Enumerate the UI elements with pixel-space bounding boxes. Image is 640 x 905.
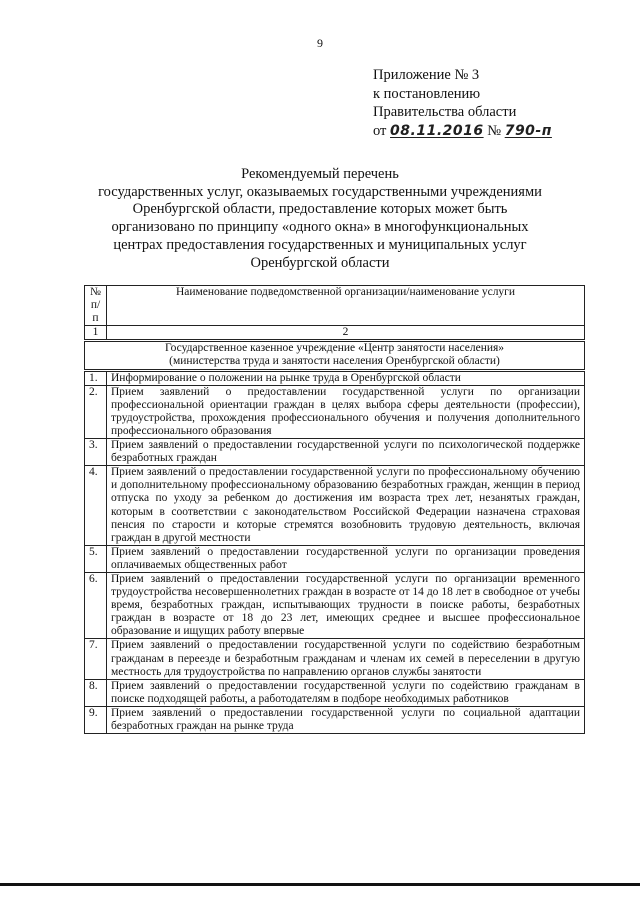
column-index-row — [85, 326, 585, 341]
title-line: центрах предоставления государственных и муниципальных услуг — [113, 236, 527, 253]
appendix-title: Приложение № 3 — [373, 67, 480, 83]
row-number: 9. — [85, 706, 107, 733]
table-row — [85, 679, 585, 706]
title-line: государственных услуг, оказываемых государственными учреждениями — [98, 183, 542, 200]
row-number: 3. — [85, 439, 107, 466]
table-row — [85, 639, 585, 679]
row-number: 2. — [85, 385, 107, 438]
service-name: Прием заявлений о предоставлении государственной услуги по содействию безработным гражданам в переезде и безработным гражданам и членам их семей в переселении в другую местность для трудоустройства по направлению органов службы занятости — [107, 639, 585, 679]
table-row — [85, 385, 585, 438]
service-name: Информирование о положении на рынке труда в Оренбургской области — [107, 370, 585, 385]
row-number: 4. — [85, 466, 107, 546]
table-row — [85, 370, 585, 385]
table-row — [85, 439, 585, 466]
row-number: 5. — [85, 545, 107, 572]
organization-ministry: (министерства труда и занятости населения Оренбургской области) — [169, 355, 500, 368]
service-name: Прием заявлений о предоставлении государственной услуги по психологической поддержке безработных граждан — [107, 439, 585, 466]
title-line: Оренбургской области, предоставление которых может быть — [132, 201, 508, 218]
title-line: организовано по принципу «одного окна» в многофункциональных — [111, 219, 529, 236]
scan-bottom-line — [0, 883, 640, 886]
row-number: 8. — [85, 679, 107, 706]
row-number: 6. — [85, 572, 107, 638]
table-header-row — [85, 286, 585, 326]
document-title — [70, 166, 570, 272]
appendix-block — [373, 66, 623, 140]
service-name: Прием заявлений о предоставлении государственной услуги по содействию гражданам в поиске подходящей работы, а работодателям в подборе необходимых работников — [107, 679, 585, 706]
title-line: Рекомендуемый перечень — [241, 166, 399, 182]
table-row — [85, 466, 585, 546]
row-number: 1. — [85, 370, 107, 385]
page-number: 9 — [317, 36, 323, 50]
column-index-1: 1 — [85, 326, 107, 341]
organization-cell — [85, 341, 585, 370]
table-row — [85, 572, 585, 638]
organization-row — [85, 341, 585, 370]
number-sign: № — [487, 122, 502, 139]
service-name: Прием заявлений о предоставлении государственной услуги по организации профессиональной ориентации граждан в целях выбора сферы деятельности (профессии), трудоустройства, прохождения профессионального обучения и получения дополнительного профессионального образования — [107, 385, 585, 438]
column-index-2: 2 — [107, 326, 585, 341]
organization-name: Государственное казенное учреждение «Центр занятости населения» — [164, 342, 505, 355]
table-row — [85, 545, 585, 572]
header-num: № п/п — [85, 286, 107, 326]
row-number: 7. — [85, 639, 107, 679]
title-line: Оренбургской области — [250, 254, 390, 271]
handwritten-date: 08.11.2016 — [390, 122, 484, 139]
service-name: Прием заявлений о предоставлении государственной услуги по профессиональному обучению и дополнительному профессиональному образованию безработных граждан, женщин в период отпуска по уходу за ребенком до достижения им возраста трех лет, незанятых граждан, которым в соответствии с законодательством Российской Федерации назначена страховая пенсия по старости и которые стремятся возобновить трудовую деятельность, включая граждан в другой местности — [107, 466, 585, 546]
service-name: Прием заявлений о предоставлении государственной услуги по социальной адаптации безработных граждан на рынке труда — [107, 706, 585, 733]
date-prefix: от — [373, 122, 387, 139]
table-row — [85, 706, 585, 733]
service-name: Прием заявлений о предоставлении государственной услуги по организации проведения оплачиваемых общественных работ — [107, 545, 585, 572]
appendix-date-line — [373, 122, 623, 141]
handwritten-number: 790-п — [504, 122, 552, 139]
appendix-line-government: Правительства области — [373, 104, 517, 120]
service-name: Прием заявлений о предоставлении государственной услуги по организации временного трудоустройства несовершеннолетних граждан в возрасте от 14 до 18 лет в свободное от учебы время, безработных граждан, испытывающих трудности в поиске работы, безработных граждан в возрасте от 18 до 23 лет, имеющих среднее и высшее профессиональное образование и ищущих работу впервые — [107, 572, 585, 638]
services-table — [84, 285, 585, 734]
appendix-line-resolution: к постановлению — [373, 85, 481, 102]
header-name: Наименование подведомственной организации/наименование услуги — [107, 286, 585, 326]
